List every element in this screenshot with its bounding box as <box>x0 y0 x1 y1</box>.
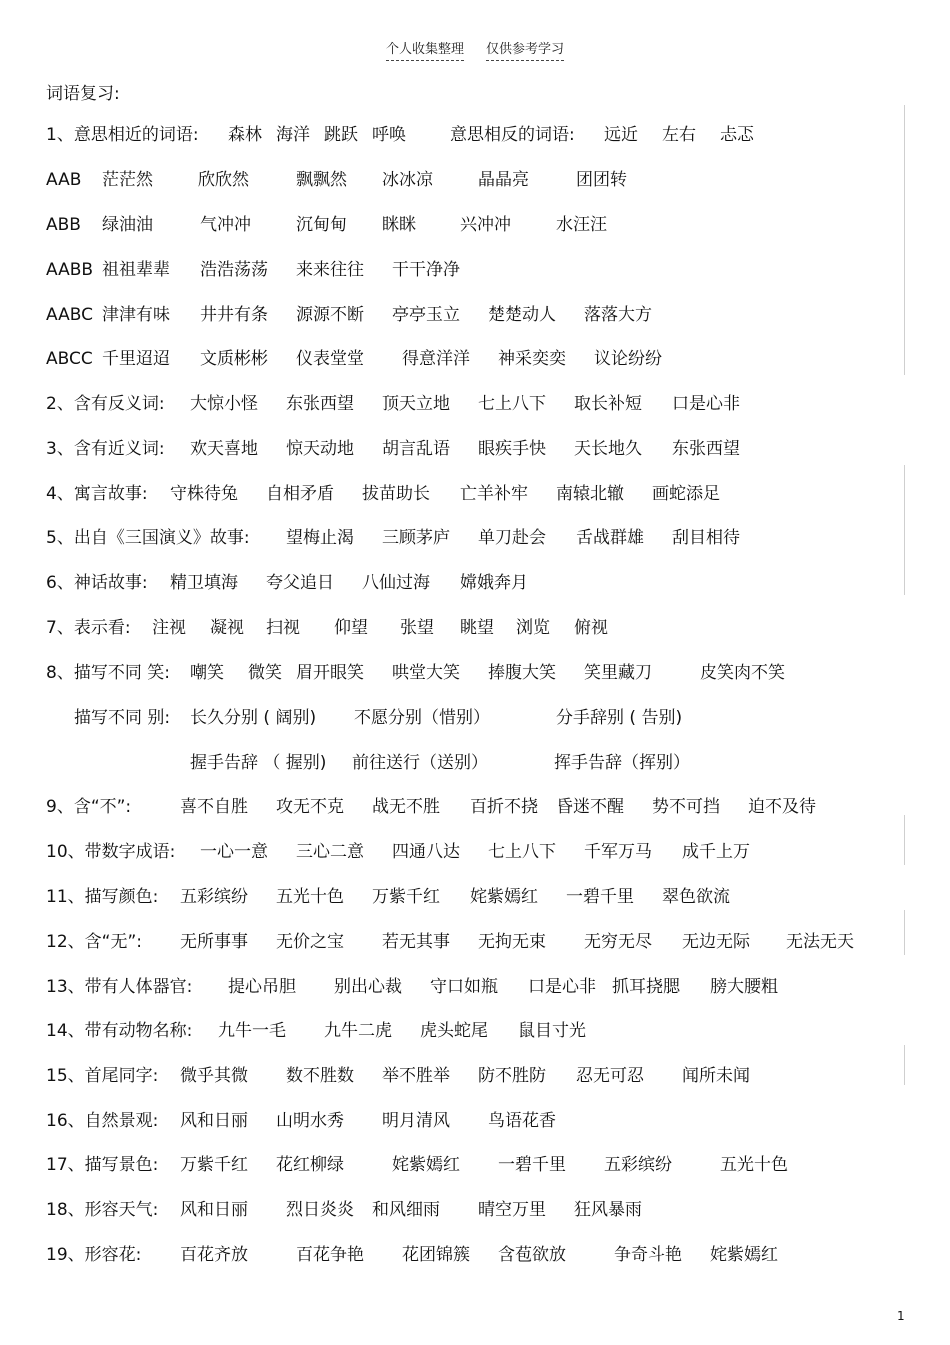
vocab-term: 九牛一毛 <box>218 1021 286 1041</box>
vocab-term: 分手辞别 ( 告别) <box>556 708 683 728</box>
vocab-term: 五光十色 <box>720 1155 788 1175</box>
vocab-term: 嫦娥奔月 <box>460 573 528 593</box>
document-title: 词语复习: <box>46 84 120 104</box>
vocab-term: 森林 <box>228 125 262 145</box>
vocab-term: 夸父追日 <box>266 573 334 593</box>
vocab-term: 无所事事 <box>180 932 248 952</box>
vocab-term: 皮笑肉不笑 <box>700 663 785 683</box>
vocab-term: 忍无可忍 <box>576 1066 644 1086</box>
vocab-term: 仪表堂堂 <box>296 349 364 369</box>
line-label: AABC <box>46 305 93 325</box>
line-label: 11、描写颜色: <box>46 887 159 907</box>
vocab-term: 亡羊补牢 <box>460 484 528 504</box>
line-label: 15、首尾同字: <box>46 1066 159 1086</box>
vocab-term: 抓耳挠腮 <box>612 977 680 997</box>
vocab-term: 团团转 <box>576 170 627 190</box>
vocab-term: 鸟语花香 <box>488 1111 556 1131</box>
vocab-term: 姹紫嫣红 <box>710 1245 778 1265</box>
line-label: AAB <box>46 170 82 190</box>
vocab-term: 三顾茅庐 <box>382 528 450 548</box>
vocab-term: 欢天喜地 <box>190 439 258 459</box>
vocab-term: 落落大方 <box>584 305 652 325</box>
vocab-term: 五光十色 <box>276 887 344 907</box>
vocab-term: 舌战群雄 <box>576 528 644 548</box>
vocab-term: 迫不及待 <box>748 797 816 817</box>
vocab-term: 惊天动地 <box>286 439 354 459</box>
vocab-term: 自相矛盾 <box>266 484 334 504</box>
vocab-term: 张望 <box>400 618 434 638</box>
vocab-term: 无边无际 <box>682 932 750 952</box>
line-label: 9、含“不”: <box>46 797 132 817</box>
header-right: 仅供参考学习 <box>486 38 564 61</box>
line-label: 5、出自《三国演义》故事: <box>46 528 250 548</box>
vocab-term: 东张西望 <box>286 394 354 414</box>
vocab-term: 千里迢迢 <box>102 349 170 369</box>
vocab-term: 势不可挡 <box>652 797 720 817</box>
vocab-term: 精卫填海 <box>170 573 238 593</box>
vocab-term: 九牛二虎 <box>324 1021 392 1041</box>
margin-mark <box>904 465 905 595</box>
page-header <box>0 38 950 61</box>
vocab-term: 飘飘然 <box>296 170 347 190</box>
vocab-term: 南辕北辙 <box>556 484 624 504</box>
vocab-term: 取长补短 <box>574 394 642 414</box>
vocab-term: 拔苗助长 <box>362 484 430 504</box>
vocab-term: 晶晶亮 <box>478 170 529 190</box>
vocab-term: 防不胜防 <box>478 1066 546 1086</box>
vocab-term: 百花争艳 <box>296 1245 364 1265</box>
vocab-term: 七上八下 <box>488 842 556 862</box>
vocab-term: 闻所未闻 <box>682 1066 750 1086</box>
vocab-term: 眯眯 <box>382 215 416 235</box>
vocab-term: 膀大腰粗 <box>710 977 778 997</box>
line-label: 3、含有近义词: <box>46 439 165 459</box>
vocab-term: 别出心裁 <box>334 977 402 997</box>
line-label: 7、表示看: <box>46 618 131 638</box>
vocab-term: 百折不挠 <box>470 797 538 817</box>
vocab-term: 眉开眼笑 <box>296 663 364 683</box>
vocab-term: 一心一意 <box>200 842 268 862</box>
vocab-term: 晴空万里 <box>478 1200 546 1220</box>
vocab-term: 祖祖辈辈 <box>102 260 170 280</box>
margin-mark <box>904 1045 905 1085</box>
line-label: AABB <box>46 260 94 280</box>
vocab-term: 口是心非 <box>528 977 596 997</box>
vocab-term: 口是心非 <box>672 394 740 414</box>
vocab-term: 俯视 <box>574 618 608 638</box>
vocab-term: 凝视 <box>210 618 244 638</box>
vocab-term: 仰望 <box>334 618 368 638</box>
vocab-term: 左右 <box>662 125 696 145</box>
margin-mark <box>904 105 905 375</box>
vocab-term: 眺望 <box>460 618 494 638</box>
vocab-term: 楚楚动人 <box>488 305 556 325</box>
vocab-term: 数不胜数 <box>286 1066 354 1086</box>
line-label: 14、带有动物名称: <box>46 1021 193 1041</box>
line-label: 8、描写不同 笑: <box>46 663 170 683</box>
line-label: 4、寓言故事: <box>46 484 148 504</box>
vocab-term: 无法无天 <box>786 932 854 952</box>
vocab-term: 沉甸甸 <box>296 215 347 235</box>
vocab-term: 花团锦簇 <box>402 1245 470 1265</box>
vocab-term: 山明水秀 <box>276 1111 344 1131</box>
line-label: 13、带有人体器官: <box>46 977 193 997</box>
vocab-term: 无拘无束 <box>478 932 546 952</box>
vocab-term: 意思相反的词语: <box>450 125 575 145</box>
vocab-term: 刮目相待 <box>672 528 740 548</box>
vocab-term: 浩浩荡荡 <box>200 260 268 280</box>
line-label: 12、含“无”: <box>46 932 142 952</box>
vocab-term: 三心二意 <box>296 842 364 862</box>
vocab-term: 八仙过海 <box>362 573 430 593</box>
vocab-term: 若无其事 <box>382 932 450 952</box>
vocab-term: 欣欣然 <box>198 170 249 190</box>
vocab-term: 长久分别 ( 阔别) <box>190 708 317 728</box>
vocab-term: 文质彬彬 <box>200 349 268 369</box>
vocab-term: 虎头蛇尾 <box>420 1021 488 1041</box>
vocab-term: 眼疾手快 <box>478 439 546 459</box>
vocab-term: 和风细雨 <box>372 1200 440 1220</box>
vocab-term: 东张西望 <box>672 439 740 459</box>
page-number: 1 <box>897 1309 905 1323</box>
vocab-term: 提心吊胆 <box>228 977 296 997</box>
vocab-term: 胡言乱语 <box>382 439 450 459</box>
vocab-term: 议论纷纷 <box>594 349 662 369</box>
vocab-term: 风和日丽 <box>180 1111 248 1131</box>
line-label: 16、自然景观: <box>46 1111 159 1131</box>
line-label: 1、意思相近的词语: <box>46 125 199 145</box>
vocab-term: 冰冰凉 <box>382 170 433 190</box>
margin-mark <box>904 815 905 865</box>
vocab-term: 攻无不克 <box>276 797 344 817</box>
vocab-term: 画蛇添足 <box>652 484 720 504</box>
vocab-term: 注视 <box>152 618 186 638</box>
vocab-term: 微笑 <box>248 663 282 683</box>
vocab-term: 万紫千红 <box>372 887 440 907</box>
vocab-term: 喜不自胜 <box>180 797 248 817</box>
vocab-term: 挥手告辞（挥别） <box>554 753 690 773</box>
vocab-term: 一碧千里 <box>498 1155 566 1175</box>
vocab-term: 绿油油 <box>102 215 153 235</box>
vocab-term: 兴冲冲 <box>460 215 511 235</box>
vocab-term: 烈日炎炎 <box>286 1200 354 1220</box>
vocab-term: 干干净净 <box>392 260 460 280</box>
vocab-term: 望梅止渴 <box>286 528 354 548</box>
line-label: ABB <box>46 215 81 235</box>
line-label: 17、描写景色: <box>46 1155 159 1175</box>
vocab-term: 神采奕奕 <box>498 349 566 369</box>
vocab-term: 五彩缤纷 <box>604 1155 672 1175</box>
vocab-term: 花红柳绿 <box>276 1155 344 1175</box>
vocab-term: 扫视 <box>266 618 300 638</box>
vocab-term: 不愿分别（惜别） <box>354 708 490 728</box>
vocab-term: 风和日丽 <box>180 1200 248 1220</box>
vocab-term: 跳跃 <box>324 125 358 145</box>
vocab-term: 呼唤 <box>372 125 406 145</box>
vocab-term: 茫茫然 <box>102 170 153 190</box>
margin-mark <box>904 910 905 955</box>
vocab-term: 描写不同 别: <box>74 708 171 728</box>
vocab-term: 无穷无尽 <box>584 932 652 952</box>
vocab-term: 翠色欲流 <box>662 887 730 907</box>
vocab-term: 千军万马 <box>584 842 652 862</box>
header-left: 个人收集整理 <box>386 38 464 61</box>
vocab-term: 战无不胜 <box>372 797 440 817</box>
vocab-term: 天长地久 <box>574 439 642 459</box>
vocab-term: 无价之宝 <box>276 932 344 952</box>
line-label: 18、形容天气: <box>46 1200 159 1220</box>
vocab-term: 百花齐放 <box>180 1245 248 1265</box>
vocab-term: 哄堂大笑 <box>392 663 460 683</box>
vocab-term: 浏览 <box>516 618 550 638</box>
vocab-term: 一碧千里 <box>566 887 634 907</box>
line-label: 2、含有反义词: <box>46 394 165 414</box>
vocab-term: 气冲冲 <box>200 215 251 235</box>
vocab-term: 姹紫嫣红 <box>392 1155 460 1175</box>
vocab-term: 姹紫嫣红 <box>470 887 538 907</box>
line-label: 6、神话故事: <box>46 573 148 593</box>
vocab-term: 远近 <box>604 125 638 145</box>
vocab-term: 源源不断 <box>296 305 364 325</box>
vocab-term: 忐忑 <box>720 125 754 145</box>
vocab-term: 井井有条 <box>200 305 268 325</box>
vocab-term: 明月清风 <box>382 1111 450 1131</box>
line-label: 19、形容花: <box>46 1245 142 1265</box>
vocab-term: 守株待兔 <box>170 484 238 504</box>
vocab-term: 海洋 <box>276 125 310 145</box>
vocab-term: 争奇斗艳 <box>614 1245 682 1265</box>
line-label: 10、带数字成语: <box>46 842 176 862</box>
vocab-term: 单刀赴会 <box>478 528 546 548</box>
vocab-term: 捧腹大笑 <box>488 663 556 683</box>
vocab-term: 万紫千红 <box>180 1155 248 1175</box>
vocab-term: 亭亭玉立 <box>392 305 460 325</box>
line-label: ABCC <box>46 349 93 369</box>
vocab-term: 顶天立地 <box>382 394 450 414</box>
vocab-term: 守口如瓶 <box>430 977 498 997</box>
vocab-term: 前往送行（送别） <box>352 753 488 773</box>
vocab-term: 来来往往 <box>296 260 364 280</box>
vocab-term: 狂风暴雨 <box>574 1200 642 1220</box>
vocab-term: 成千上万 <box>682 842 750 862</box>
vocab-term: 含苞欲放 <box>498 1245 566 1265</box>
vocab-term: 水汪汪 <box>556 215 607 235</box>
vocab-term: 昏迷不醒 <box>556 797 624 817</box>
vocab-term: 四通八达 <box>392 842 460 862</box>
vocab-term: 嘲笑 <box>190 663 224 683</box>
vocab-term: 举不胜举 <box>382 1066 450 1086</box>
vocab-term: 笑里藏刀 <box>584 663 652 683</box>
vocab-term: 微乎其微 <box>180 1066 248 1086</box>
vocab-term: 得意洋洋 <box>402 349 470 369</box>
vocab-term: 大惊小怪 <box>190 394 258 414</box>
vocab-term: 七上八下 <box>478 394 546 414</box>
vocab-term: 鼠目寸光 <box>518 1021 586 1041</box>
vocab-term: 握手告辞 （ 握别) <box>190 753 327 773</box>
vocab-term: 五彩缤纷 <box>180 887 248 907</box>
vocab-term: 津津有味 <box>102 305 170 325</box>
